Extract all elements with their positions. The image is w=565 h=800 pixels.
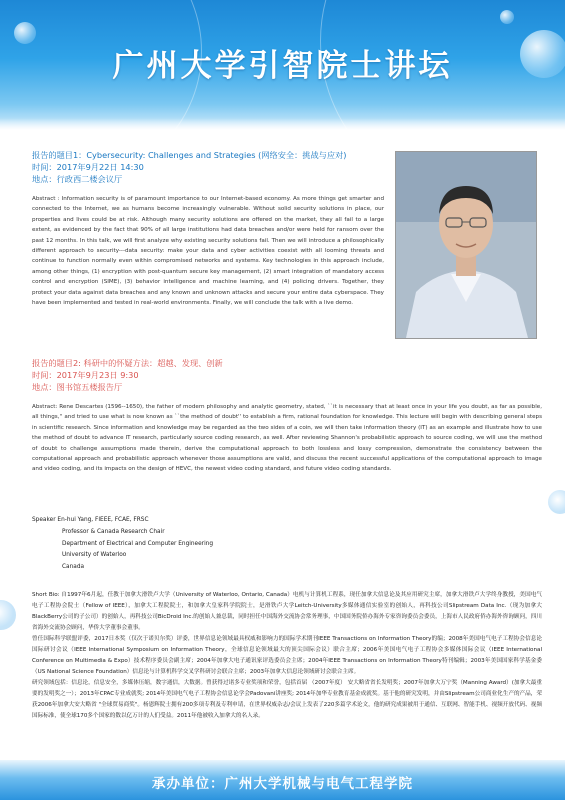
speaker-info xyxy=(32,515,213,574)
bio-paragraph: 研究领域包括：信息论，信息安全，多媒体压缩，数字通信，大数据。曾获得过诸多专业奖项和荣誉，包括首届 （2007年度） 安大略省省长发明奖；2007年加拿大万宁奖（Manning Award）(加拿大最重要的发明奖之一）；2013年CPAC专业成就奖; 2014年美国电气电子工程协会信息论学会Padovani讲座奖; 2014年加华专业教育基金成就奖。基于他的研究发明，并由Slipstream公司商业化生产的产品，荣获2006年加拿大安大略省 "全球贸易商奖"。杨恩辉院士拥有200多项专利及专利申请，在世界权威杂志/会议上发表了220多篇学术论文，他的研究成果被用于通信、互联网、智能手机、视频开放代码、视频国际标准，使全球170多个国家的数以亿万计的人们受益。2011年他被收入加拿大的名人录。 xyxy=(32,680,542,719)
bio-paragraph: 曾任国际科学联盟评委，2017日本奖（仅次于诺贝尔奖）评委，世界信息论领域最具权威和影响力的国际学术期刊IEEE Transactions on Information Theory的编；2008年美国电气电子工程协会信息论国际研讨会议（IEEE International Symposium on Information Theory，全球信息论领域最大的顶尖国际会议）联合主席；2006年美国电气电子工程协会多媒体国际会议（IEEE International Conference on Multimedia & Expo）技术程序委员会副主席；2004年加拿大电子通讯家评选委员会主席；2004年IEEE Transactions on Information Theory特刊编辑；2003年美国国家科学基金委（US National Science Foundation）信息论与计算机科学交叉学科研讨会联合主席；2003年加拿大信息论领域研讨会联合主席。 xyxy=(32,636,542,675)
talk2-place: 地点：图书馆五楼报告厅 xyxy=(32,382,123,392)
talk2-title: 报告的题目2: 科研中的怀疑方法：超越、发现、创新 xyxy=(32,358,223,368)
header-fade xyxy=(0,118,565,130)
speaker-line: Canada xyxy=(62,564,85,571)
speaker-name: Speaker En-hui Yang, FIEEE, FCAE, FRSC xyxy=(32,517,149,523)
speaker-line: Professor & Canada Research Chair xyxy=(62,528,165,535)
organizer-text: 承办单位：广州大学机械与电气工程学院 xyxy=(152,776,413,792)
talk1-place: 地点：行政西二楼会议厅 xyxy=(32,174,123,184)
decorative-bubble xyxy=(0,600,16,630)
portrait-illustration xyxy=(396,152,536,338)
talk1-time: 时间：2017年9月22日 14:30 xyxy=(32,162,144,172)
footer-banner xyxy=(0,760,565,800)
decorative-bubble xyxy=(500,10,514,24)
talk2-time: 时间：2017年9月23日 9:30 xyxy=(32,370,139,380)
talk1-abstract: Abstract : Information security is of paramount importance to our Internet-based economy. As more things get smarter and connected to the Internet, we as humans become increasingly vulnerable. Without solid security solutions in place, our properties and lives could be at risk. Although many security solutions are offered on the market, they all fail to a large extent, as evidenced by the fact that 90% of all large institutions had data breaches and/or were held for ransom over the past 12 months. In this talk, we will first analyze why existing security solutions fail. Then we will introduce a philosophically different approach to security---data security: make your data and cyber activities coexist with all looming threats and continue to function normally even within compromised networks and systems. Key technologies in this approach include, among other things, (1) encryption with post-quantum secure key management, (2) smart integration of mandatory access control and encryption (SIME), (3) behavior intelligence and machine learning, and (4) policing drivers. Together, they protect your data against data breaches and any known and unknown attacks and secure your entire data cyberspace. They have been implemented and tested in real-world environments. Finally, we will conclude the talk with a live demo. xyxy=(32,196,384,307)
talk2-abstract: Abstract: Rene Descartes (1596--1650), the father of modern philosophy and analytic geometry, stated, ``it is necessary that at least once in your life you doubt, as far as possible, all things,'' and tried to use what is now known as ``the method of doubt'' to establish a firm, rational foundation for knowledge. This lecture will begin with describing general steps in scientific research. Since information and knowledge may be regarded as the two sides of a coin, we will then take information theory (IT) as an example and illustrate how to use the method of doubt to advance IT research, particularly source coding research, as well. After reviewing Shannon's probabilistic approach to source coding, we will use the method of doubt to challenge assumptions made therein, derive the computational approach to both lossless and lossy compression, demonstrate the consistency between the computational approach and probabilistic approach whenever those assumptions are valid, and discuss the recent successful applications of the computational approach to image and video coding, and its impacts on the design of HEVC, the newest video coding standard, and future video coding standards. xyxy=(32,404,542,473)
decorative-bubble xyxy=(548,490,565,514)
speaker-bio xyxy=(32,590,542,722)
speaker-line: University of Waterloo xyxy=(62,552,127,559)
speaker-photo xyxy=(395,151,537,339)
header-banner xyxy=(0,0,565,130)
speaker-line: Department of Electrical and Computer Engineering xyxy=(62,540,214,547)
bio-paragraph: Short Bio: 自1997年6月起，任教于加拿大滑铁卢大学（University of Waterloo, Ontario, Canada）电机与计算机工程系，现任加拿大信息论及其应用研究主席，加拿大滑铁卢大学终身教授，美国电气电子工程协会院士（Fellow of IEEE），加拿大工程院院士，和加拿大皇家科学院院士，是滑铁卢大学Leitch-University多媒体通信实验室的创始人，再科技公司Slipstream Data Inc.（现为加拿大BlackBerry公司的子公司）的创始人，再科技公司BicDroid Inc.的创始人兼总裁，同时担任中国海外交流协会常务理事，中国国务院侨办海外专家咨询委员会委员，上海市人民政府侨办海外咨询顾问，四川省海外交流协会顾问，华侨大学董事会董事。 xyxy=(32,592,542,631)
page-title: 广州大学引智院士讲坛 xyxy=(112,48,453,84)
talk1-title: 报告的题目1：Cybersecurity: Challenges and Strategies (网络安全：挑战与应对) xyxy=(32,150,347,160)
